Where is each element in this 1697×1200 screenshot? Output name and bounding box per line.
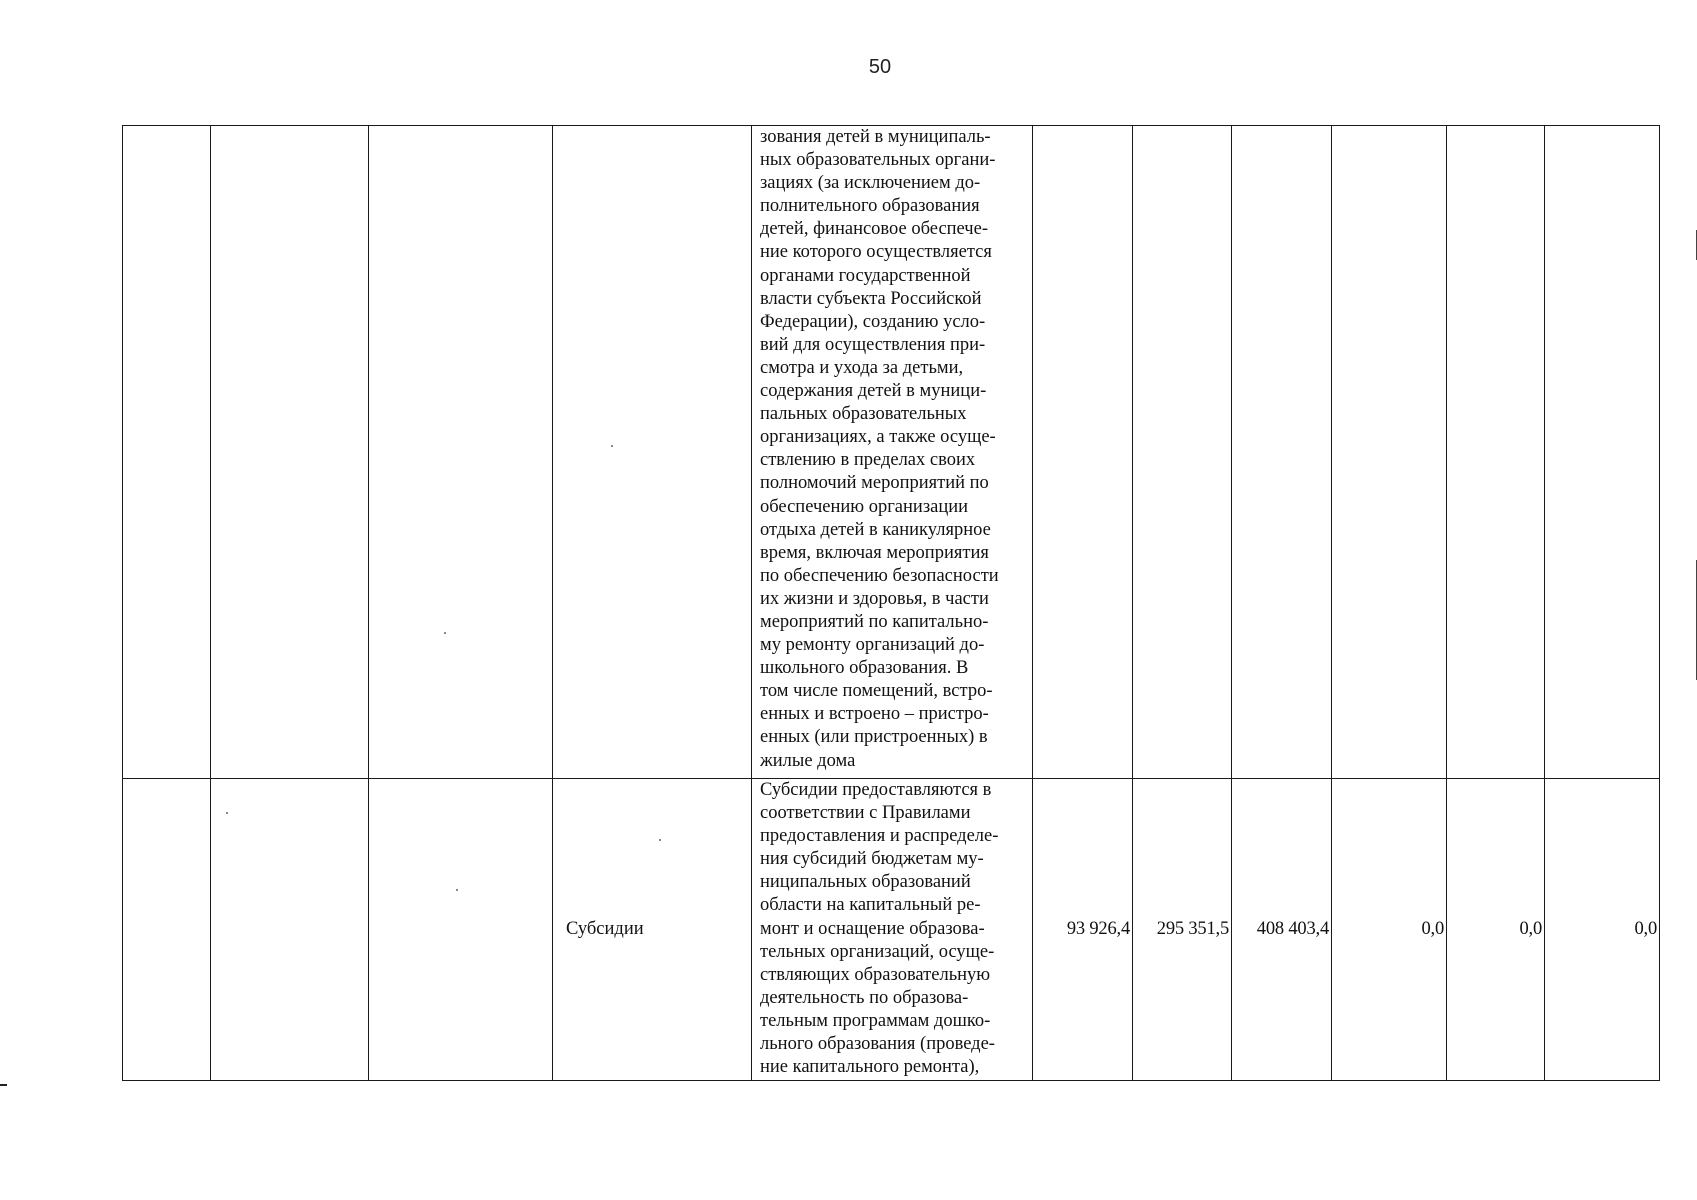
budget-table bbox=[122, 125, 1660, 1081]
table-row bbox=[123, 126, 1660, 779]
scan-speck bbox=[456, 889, 458, 891]
value-cell: 0,0 bbox=[1545, 779, 1660, 1081]
table-cell bbox=[1133, 126, 1232, 779]
table-cell bbox=[553, 126, 752, 779]
value-cell: 295 351,5 bbox=[1133, 779, 1232, 1081]
description-cell: зования детей в муниципаль- ных образовательных органи- зациях (за исключением до- полнительного образования детей, финансовое обеспече- ние которого осуществляется органами государственной власти субъекта Российской Федерации), созданию усло- вий для осуществления при- смотра и ухода за детьми, содержания детей в муници- пальных образовательных организациях, а также осуще- ствлению в пределах своих полномочий мероприятий по обеспечению организации отдыха детей в каникулярное время, включая мероприятия по обеспечению безопасности их жизни и здоровья, в части мероприятий по капитально- му ремонту организаций до- школьного образования. В том числе помещений, встро- енных и встроено – пристро- енных (или пристроенных) в жилые дома bbox=[752, 126, 1033, 779]
table-cell bbox=[211, 779, 369, 1081]
funding-type-cell: Субсидии bbox=[553, 779, 752, 1081]
scan-edge-mark bbox=[0, 1084, 7, 1086]
table-cell bbox=[123, 779, 211, 1081]
description-cell: Субсидии предоставляются в соответствии с Правилами предоставления и распределе- ния субсидий бюджетам му- ниципальных образований области на капитальный ре- монт и оснащение образова- тельных организаций, осуще- ствляющих образовательную деятельность по образова- тельным программам дошко- льного образования (проведе- ние капитального ремонта), bbox=[752, 779, 1033, 1081]
table-cell bbox=[1232, 126, 1332, 779]
value-cell: 93 926,4 bbox=[1033, 779, 1133, 1081]
table-cell bbox=[123, 126, 211, 779]
table-cell bbox=[369, 779, 553, 1081]
table-cell bbox=[1447, 126, 1545, 779]
scan-speck bbox=[659, 839, 661, 841]
value-cell: 0,0 bbox=[1332, 779, 1447, 1081]
table-cell bbox=[1545, 126, 1660, 779]
table-cell bbox=[1033, 126, 1133, 779]
value-cell: 0,0 bbox=[1447, 779, 1545, 1081]
table-cell bbox=[369, 126, 553, 779]
scan-speck bbox=[444, 632, 446, 634]
table-cell bbox=[211, 126, 369, 779]
scan-speck bbox=[611, 445, 613, 447]
table-row bbox=[123, 779, 1660, 1081]
page-number: 50 bbox=[868, 56, 892, 78]
scan-speck bbox=[226, 812, 228, 814]
value-cell: 408 403,4 bbox=[1232, 779, 1332, 1081]
table-cell bbox=[1332, 126, 1447, 779]
